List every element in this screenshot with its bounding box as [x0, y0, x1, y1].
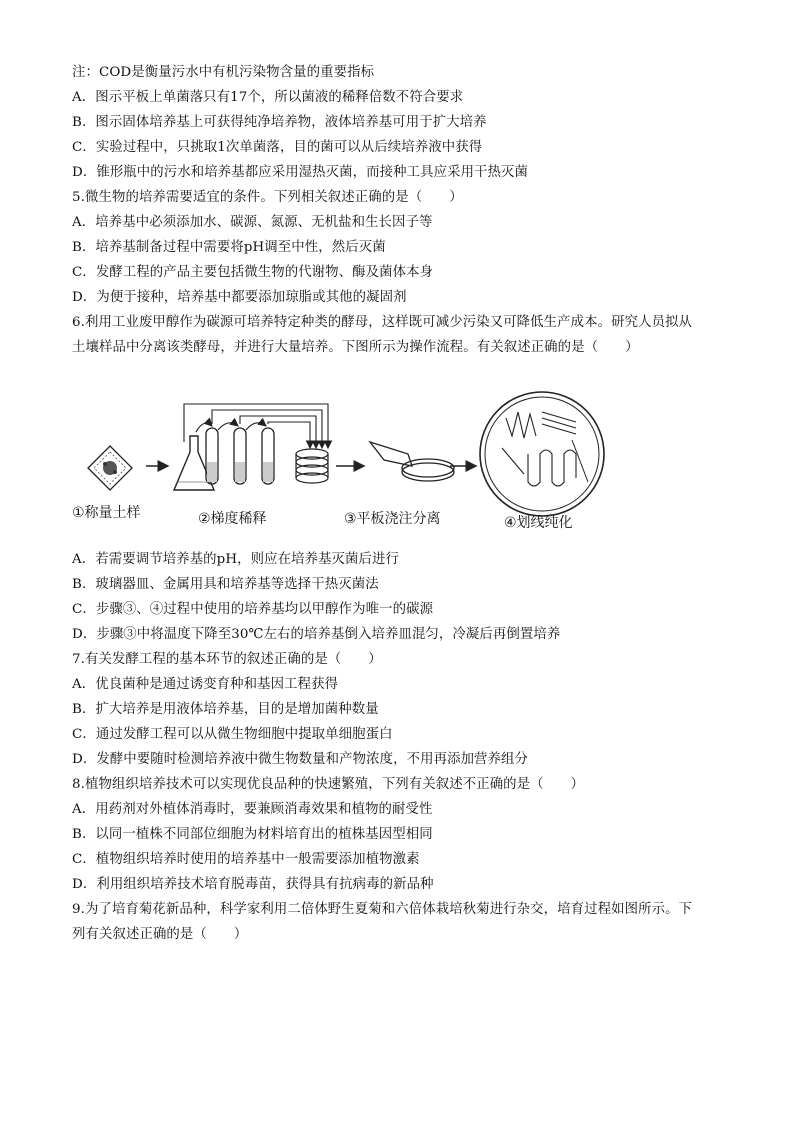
soil-sample-icon: [88, 446, 132, 490]
q7-option-c: C．通过发酵工程可以从微生物细胞中提取单细胞蛋白: [72, 727, 393, 742]
pour-plate-icon: [370, 442, 454, 481]
q6-option-d: D．步骤③中将温度下降至30℃左右的培养基倒入培养皿混匀，冷凝后再倒置培养: [72, 627, 561, 642]
q8-option-b: B．以同一植株不同部位细胞为材料培育出的植株基因型相同: [72, 827, 433, 842]
label-streak-purify: ④划线纯化: [504, 515, 573, 531]
label-pour-plate: ③平板浇注分离: [344, 511, 441, 527]
q7-option-a: A．优良菌种是通过诱变育种和基因工程获得: [72, 677, 339, 692]
q8-option-d: D．利用组织培养技术培育脱毒苗，获得具有抗病毒的新品种: [72, 877, 434, 892]
note-cod: 注：COD是衡量污水中有机污染物含量的重要指标: [72, 65, 375, 80]
operation-flow-figure: [72, 382, 722, 532]
q6-option-b: B．玻璃器皿、金属用具和培养基等选择干热灭菌法: [72, 577, 379, 592]
q8-option-a: A．用药剂对外植体消毒时，要兼顾消毒效果和植物的耐受性: [72, 802, 433, 817]
q8-stem: 8.植物组织培养技术可以实现优良品种的快速繁殖，下列有关叙述不正确的是（ ）: [72, 777, 585, 792]
plate-stack-icon: [296, 449, 328, 483]
q9-stem-line1: 9.为了培育菊花新品种，科学家利用二倍体野生夏菊和六倍体栽培秋菊进行杂交，培育过程如图所示。下: [72, 902, 693, 917]
streak-plate-icon: [480, 392, 604, 516]
q5-option-a: A．培养基中必须添加水、碳源、氮源、无机盐和生长因子等: [72, 215, 433, 230]
q5-option-c: C．发酵工程的产品主要包括微生物的代谢物、酶及菌体本身: [72, 265, 434, 280]
q9-stem-line2: 列有关叙述正确的是（ ）: [72, 927, 248, 942]
q6-option-c: C．步骤③、④过程中使用的培养基均以甲醇作为唯一的碳源: [72, 602, 434, 617]
label-weigh-soil: ①称量土样: [72, 505, 141, 521]
test-tube-icons: [206, 428, 274, 484]
q7-option-d: D．发酵中要随时检测培养液中微生物数量和产物浓度，不用再添加营养组分: [72, 752, 529, 767]
q5-stem: 5.微生物的培养需要适宜的条件。下列相关叙述正确的是（ ）: [72, 190, 463, 205]
q7-stem: 7.有关发酵工程的基本环节的叙述正确的是（ ）: [72, 652, 382, 667]
q4-option-d: D．锥形瓶中的污水和培养基都应采用湿热灭菌，而接种工具应采用干热灭菌: [72, 165, 529, 180]
q7-option-b: B．扩大培养是用液体培养基，目的是增加菌种数量: [72, 702, 379, 717]
q4-option-c: C．实验过程中，只挑取1次单菌落，目的菌可以从后续培养液中获得: [72, 140, 483, 155]
q4-option-b: B．图示固体培养基上可获得纯净培养物，液体培养基可用于扩大培养: [72, 115, 487, 130]
q5-option-b: B．培养基制备过程中需要将pH调至中性，然后灭菌: [72, 240, 386, 255]
q6-stem-line2: 土壤样品中分离该类酵母，并进行大量培养。下图所示为操作流程。有关叙述正确的是（ ）: [72, 340, 639, 355]
label-gradient-dilution: ②梯度稀释: [198, 511, 267, 527]
q8-option-c: C．植物组织培养时使用的培养基中一般需要添加植物激素: [72, 852, 420, 867]
q6-stem-line1: 6.利用工业废甲醇作为碳源可培养特定种类的酵母，这样既可减少污染又可降低生产成本。研究人员拟从: [72, 315, 693, 330]
q5-option-d: D．为便于接种，培养基中都要添加琼脂或其他的凝固剂: [72, 290, 407, 305]
q6-option-a: A．若需要调节培养基的pH，则应在培养基灭菌后进行: [72, 552, 400, 567]
q4-option-a: A．图示平板上单菌落只有17个，所以菌液的稀释倍数不符合要求: [72, 90, 464, 105]
